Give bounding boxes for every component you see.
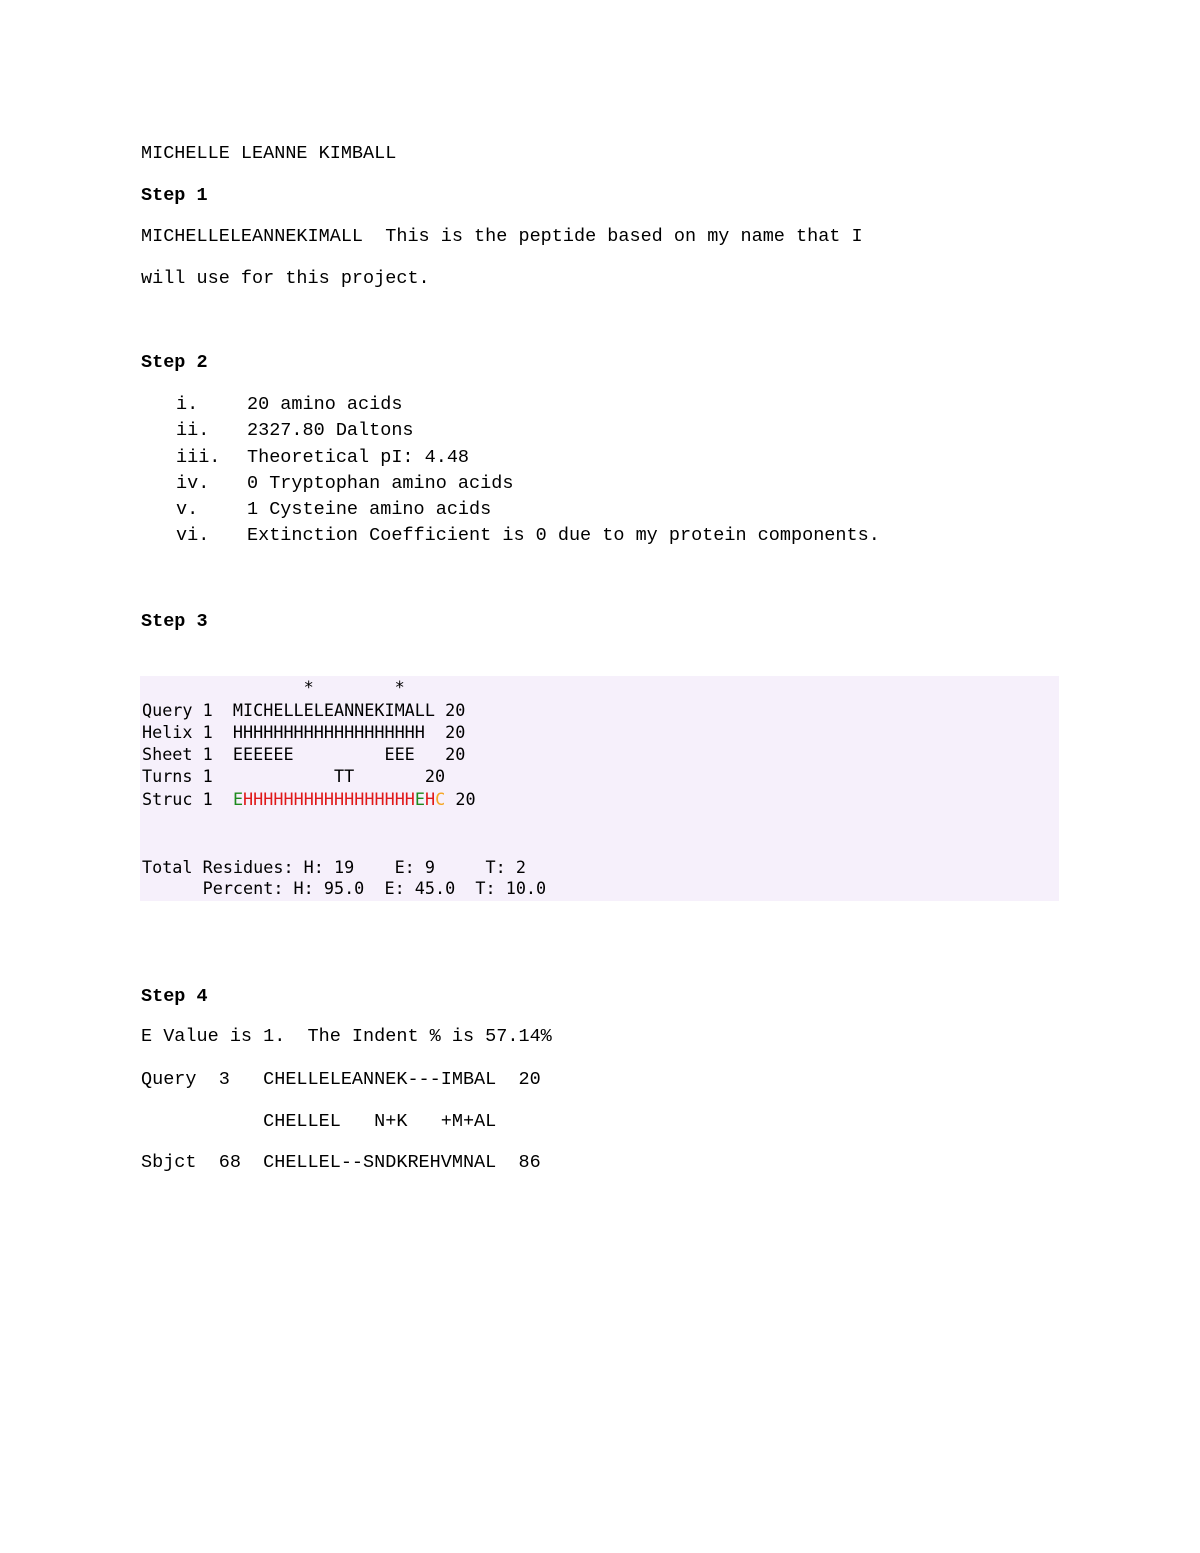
struc-sequence (233, 789, 445, 809)
struc-residue: H (323, 789, 335, 809)
list-item-number: iii. (176, 446, 221, 468)
list-item-number: v. (176, 499, 199, 521)
secondary-structure-panel (140, 676, 1059, 901)
struc-residue: E (414, 789, 426, 809)
list-item-text: Extinction Coefficient is 0 due to my protein components. (247, 525, 880, 547)
list-item-text: 1 Cysteine amino acids (247, 499, 492, 521)
struc-residue: H (313, 789, 324, 809)
list-item-text: 0 Tryptophan amino acids (247, 472, 514, 494)
struc-residue: H (273, 789, 284, 809)
struc-residue: H (344, 789, 355, 809)
struc-residue: H (354, 789, 365, 809)
percent-residues: Percent: H: 95.0 E: 45.0 T: 10.0 (142, 878, 547, 898)
struc-residue: H (384, 789, 395, 809)
struc-residue: H (364, 789, 375, 809)
list-item-number: iv. (176, 472, 210, 494)
struc-residue: H (425, 789, 436, 809)
struc-residue: C (435, 789, 446, 809)
alignment-match-line: CHELLEL N+K +M+AL (141, 1111, 497, 1132)
sheet-row: Sheet 1 EEEEEE EEE 20 (142, 744, 466, 764)
list-item-number: i. (176, 394, 199, 415)
struc-residue: H (243, 789, 254, 809)
query-row: Query 1 MICHELLELEANNEKIMALL 20 (142, 700, 466, 720)
struc-residue: H (283, 789, 294, 809)
total-residues: Total Residues: H: 19 E: 9 T: 2 (142, 857, 526, 877)
struc-residue: H (374, 789, 385, 809)
turns-row: Turns 1 TT 20 (142, 766, 446, 786)
struc-residue: H (253, 789, 264, 809)
struc-residue: H (394, 789, 405, 809)
step3-heading: Step 3 (141, 611, 208, 632)
step4-heading: Step 4 (141, 986, 208, 1007)
struc-residue: H (303, 789, 314, 809)
struc-residue: H (334, 789, 345, 809)
alignment-sbjct-line: Sbjct 68 CHELLEL--SNDKREHVMNAL 86 (141, 1152, 541, 1173)
evalue-line: E Value is 1. The Indent % is 57.14% (141, 1026, 552, 1047)
list-item-text: Theoretical pI: 4.48 (247, 446, 470, 468)
struc-residue: H (293, 789, 304, 809)
alignment-query-line: Query 3 CHELLELEANNEK---IMBAL 20 (141, 1069, 541, 1090)
struc-end: 20 (445, 789, 476, 809)
struc-residue: E (232, 789, 244, 809)
list-item-text: 20 amino acids (247, 394, 403, 415)
step1-heading: Step 1 (141, 185, 208, 206)
list-item-number: ii. (176, 420, 210, 442)
step1-text-line1: MICHELLELEANNEKIMALL This is the peptide based on my name that I (141, 226, 863, 247)
struc-label: Struc 1 (142, 789, 233, 809)
ruler-line: * * (142, 677, 405, 697)
struc-residue: H (263, 789, 274, 809)
step1-text-line2: will use for this project. (141, 268, 430, 289)
struc-residue: H (404, 789, 415, 809)
author-name: MICHELLE LEANNE KIMBALL (141, 143, 397, 164)
step2-heading: Step 2 (141, 352, 208, 373)
list-item-number: vi. (176, 525, 210, 547)
struc-row (142, 788, 476, 810)
helix-row: Helix 1 HHHHHHHHHHHHHHHHHHH 20 (142, 722, 466, 742)
list-item-text: 2327.80 Daltons (247, 420, 414, 442)
